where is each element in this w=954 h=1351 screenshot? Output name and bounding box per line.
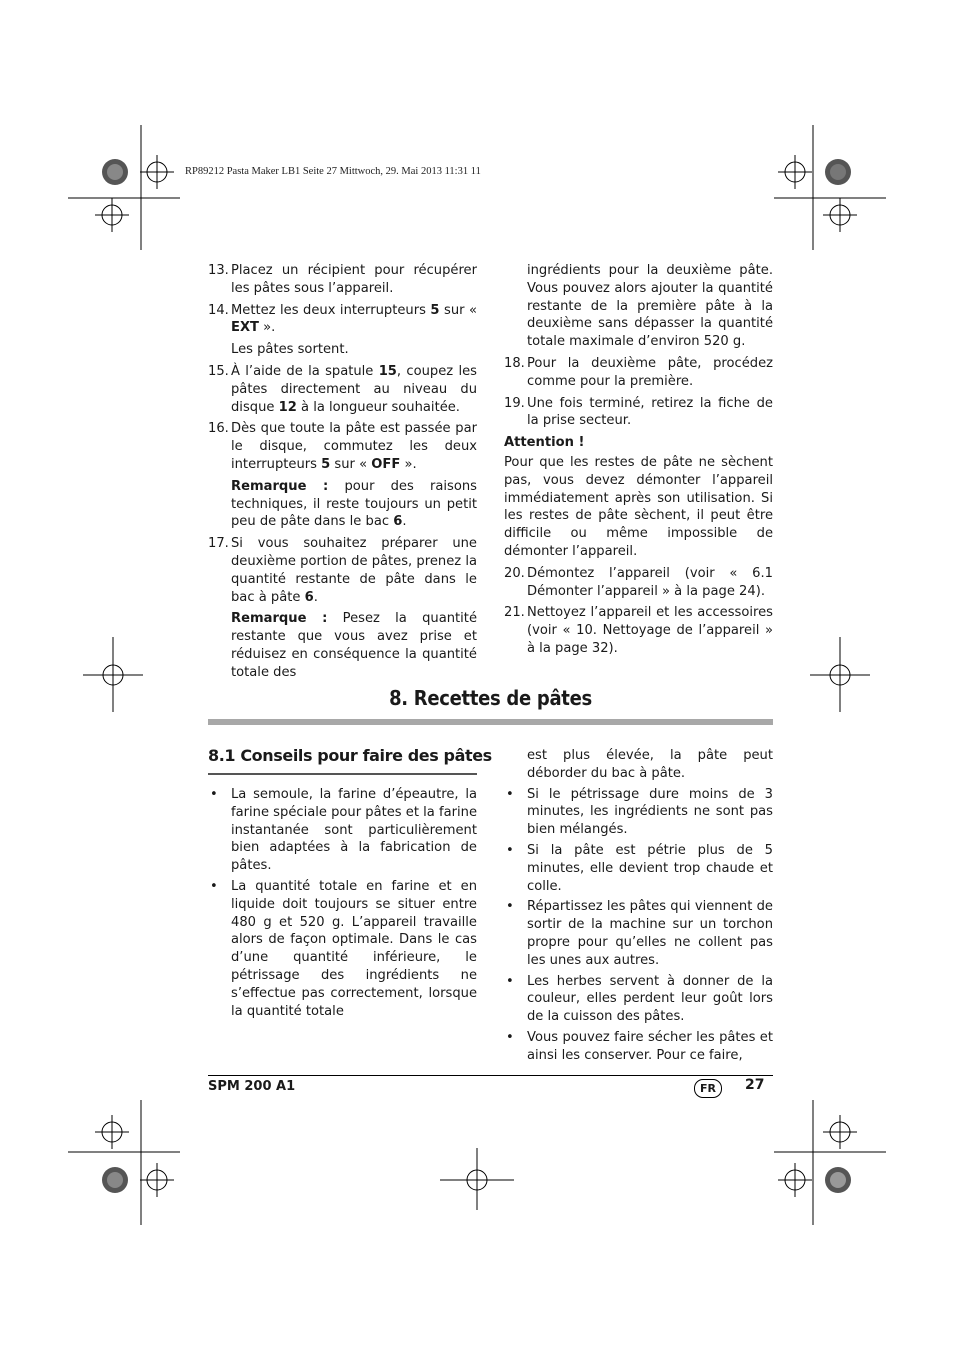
bullet-icon: • [506, 899, 514, 915]
step-text: ». [258, 320, 276, 336]
remark-text: . [402, 514, 407, 530]
step-number: 20. [504, 565, 525, 581]
step-13 [208, 262, 477, 298]
step-16-remark [208, 478, 477, 531]
part-ref: 12 [278, 399, 297, 415]
tips-left-column [208, 786, 477, 1023]
step-number: 14. [208, 302, 229, 318]
list-item [504, 973, 773, 1026]
list-item [504, 1029, 773, 1065]
chapter-rule [208, 719, 773, 725]
bullet-icon: • [506, 842, 514, 858]
step-text: , coupez les pâtes directement au niveau du disque [231, 363, 477, 415]
step-number: 15. [208, 363, 229, 379]
steps-right-column [504, 262, 773, 662]
step-19 [504, 395, 773, 431]
section-title: 8.1 Conseils pour faire des pâtes [208, 746, 492, 765]
remark-label: Remarque : [231, 611, 328, 627]
list-item-text: Si la pâte est pétrie plus de 5 minutes, elle devient trop chaude et colle. [527, 842, 773, 894]
footer-model: SPM 200 A1 [208, 1079, 296, 1094]
switch-label: OFF [371, 456, 401, 472]
step-16 [208, 420, 477, 473]
chapter-title: 8. Recettes de pâtes [389, 686, 592, 710]
step-number: 17. [208, 536, 229, 552]
step-text: À l’aide de la spatule [231, 363, 379, 379]
bullet-icon: • [506, 973, 514, 989]
step-20 [504, 565, 773, 601]
tips-right-column [504, 747, 773, 1068]
step-number: 18. [504, 355, 525, 371]
step-text: Placez un récipient pour récupérer les pâtes sous l’appareil. [231, 263, 477, 296]
list-item-text: Répartissez les pâtes qui viennent de sortir de la machine sur un torchon propre pour qu’elles ne collent pas les unes aux autres. [527, 899, 773, 968]
step-text: Une fois terminé, retirez la fiche de la prise secteur. [527, 395, 773, 429]
list-item-text: Les herbes servent à donner de la couleur, elles perdent leur goût lors de la cuisson des pâtes. [527, 973, 773, 1025]
bullet-icon: • [210, 787, 218, 802]
steps-left-column [208, 262, 477, 686]
list-item-text: Si le pétrissage dure moins de 3 minutes, les ingrédients ne sont pas bien mélangés. [527, 786, 773, 838]
bullet-icon: • [506, 1029, 514, 1045]
step-18 [504, 355, 773, 391]
step-14 [208, 302, 477, 338]
step-text: Nettoyez l’appareil et les accessoires (voir « 10. Nettoyage de l’appareil » à la page 32). [527, 605, 773, 656]
step-text: sur « [439, 302, 477, 318]
step-number: 16. [208, 421, 229, 437]
part-ref: 15 [378, 363, 397, 379]
step-number: 21. [504, 605, 525, 621]
list-item-text: La quantité totale en farine et en liquide doit toujours se situer entre 480 g et 520 g. L’appareil travaille alors de façon optimale. Dans le cas d’une quantité inférieure, le pétrissage des ingrédients ne s’effectue pas correctement, lorsque la quantité totale [231, 878, 477, 1019]
step-15 [208, 363, 477, 416]
list-item [504, 842, 773, 895]
list-item [504, 898, 773, 969]
step-14-note: Les pâtes sortent. [231, 342, 349, 358]
attention-title: Attention ! [504, 435, 585, 451]
list-item [208, 878, 477, 1020]
step-text: Si vous souhaitez préparer une deuxième portion de pâtes, prenez la quantité restante de pâte dans le bac à pâte [231, 536, 477, 605]
step-text: ». [400, 456, 417, 472]
list-item [208, 786, 477, 875]
attention-text: Pour que les restes de pâte ne sèchent pas, vous devez démonter l’appareil immédiatement après son utilisation. Si les restes de pâte sèchent, il peut être difficile ou même impossible de démonter l’appareil. [504, 454, 773, 559]
part-ref: 5 [321, 456, 331, 472]
footer-rule [208, 1075, 773, 1076]
step-number: 19. [504, 395, 525, 411]
part-ref: 6 [393, 514, 403, 530]
part-ref: 6 [304, 589, 314, 605]
remark-text: Pesez la quantité restante que vous avez prise et réduisez en conséquence la quantité totale des [231, 611, 477, 680]
step-text: Mettez les deux interrupteurs [231, 302, 431, 318]
step-17-remark [208, 610, 477, 681]
step-text: Pour la deuxième pâte, procédez comme pour la première. [527, 355, 773, 389]
remark-text: pour des raisons techniques, il reste toujours un petit peu de pâte dans le bac [231, 478, 477, 530]
step-number: 13. [208, 263, 229, 278]
page-number: 27 [745, 1077, 765, 1093]
section-rule [208, 773, 477, 775]
print-header: RP89212 Pasta Maker LB1 Seite 27 Mittwoch, 29. Mai 2013 11:31 11 [185, 166, 481, 177]
bullet-icon: • [506, 786, 514, 802]
remark-label: Remarque : [231, 478, 329, 494]
step-text: Dès que toute la pâte est passée par le disque, commutez les deux interrupteurs [231, 421, 477, 472]
step-text: . [313, 589, 318, 605]
step-text: Démontez l’appareil (voir « 6.1 Démonter l’appareil » à la page 24). [527, 565, 773, 599]
step-21 [504, 604, 773, 657]
language-badge: FR [694, 1079, 722, 1098]
bullet-icon: • [210, 878, 218, 894]
switch-label: EXT [231, 320, 259, 336]
list-item [504, 786, 773, 839]
list-item-text: Vous pouvez faire sécher les pâtes et ainsi les conserver. Pour ce faire, [527, 1029, 773, 1063]
part-ref: 5 [430, 302, 440, 318]
step-text: sur « [330, 456, 372, 472]
list-item-text: La semoule, la farine d’épeautre, la farine spéciale pour pâtes et la farine instantanée sont particulièrement bien adaptées à la fabrication de pâtes. [231, 787, 477, 874]
step-17-remark-continued: ingrédients pour la deuxième pâte. Vous pouvez alors ajouter la quantité restante de la première pâte à la deuxième sans dépasser la quantité totale maximale d’environ 520 g. [527, 263, 773, 350]
step-text: à la longueur souhaitée. [296, 399, 460, 415]
step-17 [208, 535, 477, 606]
list-item-continued: est plus élevée, la pâte peut déborder du bac à pâte. [527, 748, 773, 781]
